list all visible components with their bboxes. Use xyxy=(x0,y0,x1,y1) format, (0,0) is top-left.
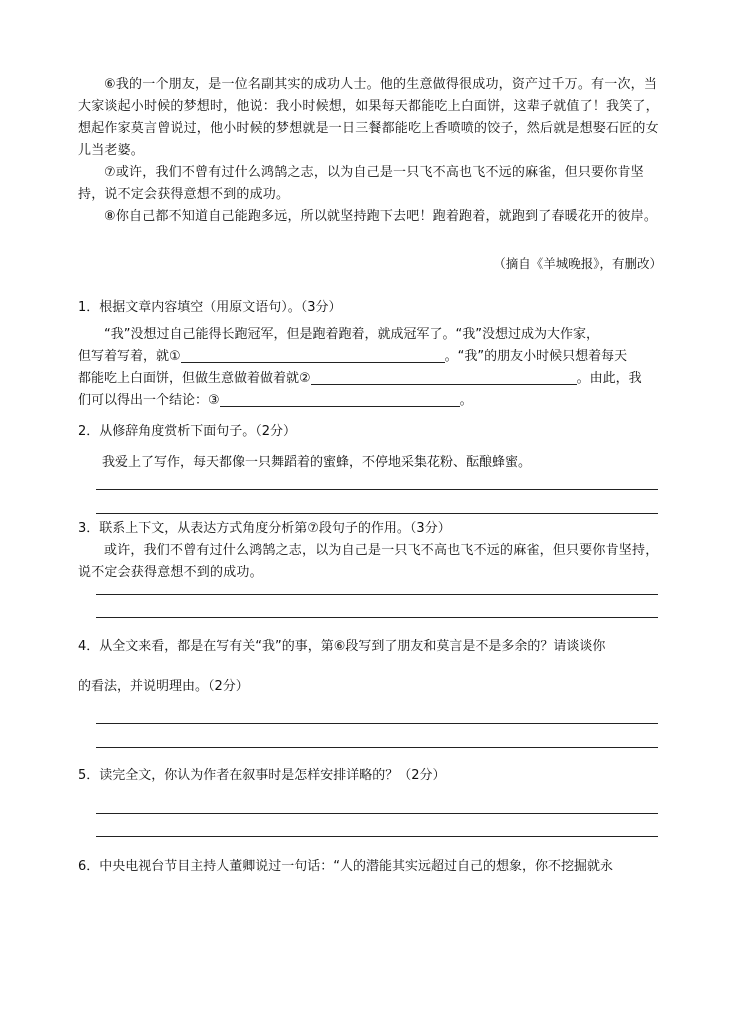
question-1-line-3 xyxy=(78,368,642,390)
answer-line[interactable] xyxy=(96,813,658,814)
question-1-line-4 xyxy=(78,390,473,412)
question-3-title: 3．联系上下文，从表达方式角度分析第⑦段句子的作用。（3分） xyxy=(78,521,451,536)
answer-line[interactable] xyxy=(96,723,658,724)
question-2-sentence: 我爱上了写作，每天都像一只舞蹈着的蜜蜂，不停地采集花粉、酝酿蜂蜜。 xyxy=(102,455,532,470)
question-3-sentence: 或许，我们不曾有过什么鸿鹄之志，以为自己是一只飞不高也飞不远的麻雀，但只要你肯坚持，说不定会获得意想不到的成功。 xyxy=(78,543,659,580)
question-4-title-continued: 的看法，并说明理由。（2分） xyxy=(78,679,249,694)
question-5-title: 5．读完全文，你认为作者在叙事时是怎样安排详略的？（2分） xyxy=(78,768,446,783)
question-2-title: 2．从修辞角度赏析下面句子。（2分） xyxy=(78,424,297,439)
answer-blank-1[interactable] xyxy=(181,348,445,363)
answer-line[interactable] xyxy=(96,594,658,595)
question-4-title: 4．从全文来看，都是在写有关“我”的事，第⑥段写到了朋友和莫言是不是多余的？请谈谈你 xyxy=(78,639,606,654)
answer-blank-2[interactable] xyxy=(311,370,577,385)
question-1-text-2a: 但写着写着，就① xyxy=(78,349,181,364)
question-1-text-4a: 们可以得出一个结论：③ xyxy=(78,393,220,408)
answer-line[interactable] xyxy=(96,617,658,618)
question-1-text-3b: 。由此，我 xyxy=(576,371,642,386)
paragraph-6: ⑥我的一个朋友，是一位名副其实的成功人士。他的生意做得很成功，资产过千万。有一次，当大家谈起小时候的梦想时，他说：我小时候想，如果每天都能吃上白面饼，这辈子就值了！我笑了，想起作家莫言曾说过，他小时候的梦想就是一日三餐都能吃上香喷喷的饺子，然后就是想娶石匠的女儿当老婆。 xyxy=(78,77,659,158)
question-1-text-3a: 都能吃上白面饼，但做生意做着做着就② xyxy=(78,371,311,386)
answer-line[interactable] xyxy=(96,836,658,837)
question-1-line-1: “我”没想过自己能得长跑冠军，但是跑着跑着，就成冠军了。“我”没想过成为大作家， xyxy=(104,327,599,342)
answer-line[interactable] xyxy=(96,747,658,748)
paragraph-7: ⑦或许，我们不曾有过什么鸿鹄之志，以为自己是一只飞不高也飞不远的麻雀，但只要你肯坚持，说不定会获得意想不到的成功。 xyxy=(78,165,644,202)
answer-line[interactable] xyxy=(96,513,658,514)
question-6-title: 6．中央电视台节目主持人董卿说过一句话：“人的潜能其实远超过自己的想象，你不挖掘就永 xyxy=(78,859,614,874)
answer-blank-3[interactable] xyxy=(220,392,460,407)
paragraph-8: ⑧你自己都不知道自己能跑多远，所以就坚持跑下去吧！跑着跑着，就跑到了春暖花开的彼岸。 xyxy=(104,209,658,224)
question-1-line-2 xyxy=(78,346,627,368)
question-1-text-4b: 。 xyxy=(459,393,473,408)
source-citation: （摘自《羊城晚报》，有删改） xyxy=(493,256,662,271)
question-1-title: 1．根据文章内容填空（用原文语句）。（3分） xyxy=(78,300,342,315)
question-1-text-2b: 。“我”的朋友小时候只想着每天 xyxy=(444,349,628,364)
answer-line[interactable] xyxy=(96,489,658,490)
